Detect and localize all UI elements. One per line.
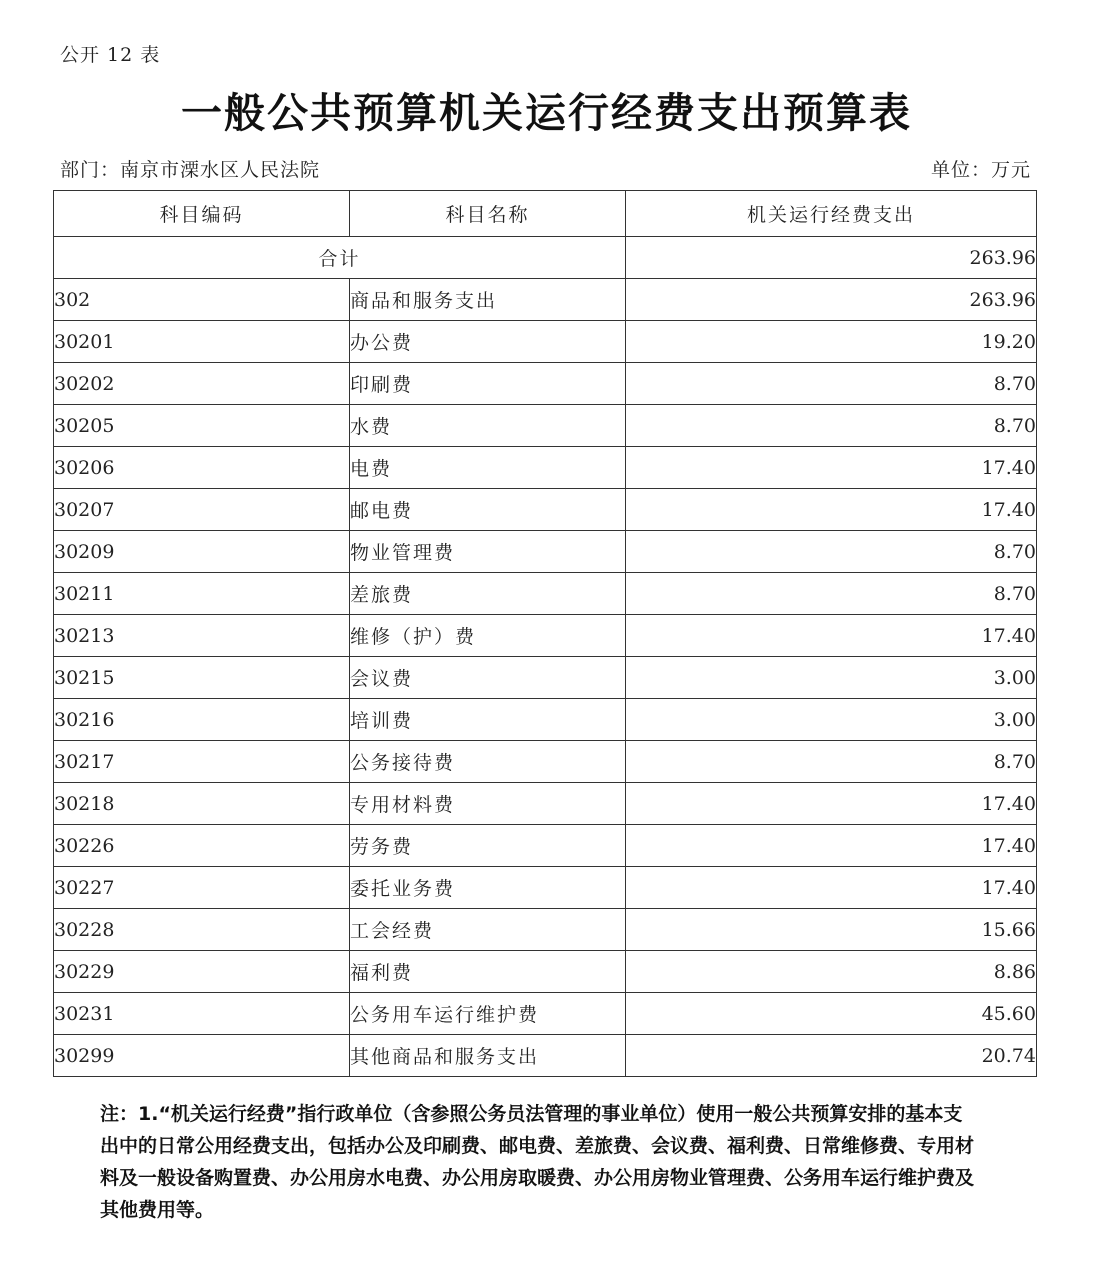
subject-name-cell: 劳务费 xyxy=(350,825,626,867)
amount-cell: 3.00 xyxy=(626,699,1037,741)
table-header-row xyxy=(54,191,1037,237)
subject-code-cell: 30201 xyxy=(54,321,350,363)
table-row xyxy=(54,363,1037,405)
table-row xyxy=(54,909,1037,951)
subject-code-cell: 30215 xyxy=(54,657,350,699)
subject-code-cell: 30226 xyxy=(54,825,350,867)
subject-code-cell: 30205 xyxy=(54,405,350,447)
subject-name-cell: 维修（护）费 xyxy=(350,615,626,657)
subject-code-cell: 30216 xyxy=(54,699,350,741)
subject-name-cell: 电费 xyxy=(350,447,626,489)
document-label: 公开 12 表 xyxy=(60,44,161,66)
amount-cell: 17.40 xyxy=(626,615,1037,657)
amount-cell: 19.20 xyxy=(626,321,1037,363)
amount-cell: 17.40 xyxy=(626,867,1037,909)
subject-code-cell: 30202 xyxy=(54,363,350,405)
subject-code-cell: 30211 xyxy=(54,573,350,615)
subject-code-cell: 302 xyxy=(54,279,350,321)
subject-name-cell: 水费 xyxy=(350,405,626,447)
subject-name-cell: 差旅费 xyxy=(350,573,626,615)
table-row xyxy=(54,531,1037,573)
subject-code-cell: 30207 xyxy=(54,489,350,531)
subject-code-cell: 30217 xyxy=(54,741,350,783)
table-row xyxy=(54,489,1037,531)
subject-code-cell: 30209 xyxy=(54,531,350,573)
header-subject-code: 科目编码 xyxy=(54,191,350,237)
subject-name-cell: 印刷费 xyxy=(350,363,626,405)
header-operating-expense: 机关运行经费支出 xyxy=(626,191,1037,237)
subject-code-cell: 30213 xyxy=(54,615,350,657)
amount-cell: 8.70 xyxy=(626,573,1037,615)
table-row xyxy=(54,993,1037,1035)
table-row xyxy=(54,279,1037,321)
amount-cell: 8.70 xyxy=(626,531,1037,573)
amount-cell: 45.60 xyxy=(626,993,1037,1035)
amount-cell: 8.86 xyxy=(626,951,1037,993)
total-label: 合计 xyxy=(54,237,626,279)
table-row xyxy=(54,783,1037,825)
amount-cell: 8.70 xyxy=(626,363,1037,405)
table-row xyxy=(54,447,1037,489)
table-row xyxy=(54,867,1037,909)
total-amount: 263.96 xyxy=(626,237,1037,279)
amount-cell: 8.70 xyxy=(626,741,1037,783)
subject-name-cell: 商品和服务支出 xyxy=(350,279,626,321)
page-title: 一般公共预算机关运行经费支出预算表 xyxy=(181,89,912,137)
subject-code-cell: 30229 xyxy=(54,951,350,993)
subject-code-cell: 30227 xyxy=(54,867,350,909)
subject-code-cell: 30228 xyxy=(54,909,350,951)
amount-cell: 15.66 xyxy=(626,909,1037,951)
table-row xyxy=(54,741,1037,783)
subject-code-cell: 30206 xyxy=(54,447,350,489)
subject-name-cell: 委托业务费 xyxy=(350,867,626,909)
department-label: 部门：南京市溧水区人民法院 xyxy=(60,159,321,181)
subject-name-cell: 专用材料费 xyxy=(350,783,626,825)
table-row xyxy=(54,1035,1037,1077)
amount-cell: 17.40 xyxy=(626,489,1037,531)
table-row xyxy=(54,699,1037,741)
subject-name-cell: 邮电费 xyxy=(350,489,626,531)
amount-cell: 263.96 xyxy=(626,279,1037,321)
table-row xyxy=(54,825,1037,867)
amount-cell: 17.40 xyxy=(626,447,1037,489)
subject-name-cell: 其他商品和服务支出 xyxy=(350,1035,626,1077)
subject-name-cell: 工会经费 xyxy=(350,909,626,951)
amount-cell: 17.40 xyxy=(626,825,1037,867)
amount-cell: 20.74 xyxy=(626,1035,1037,1077)
table-row xyxy=(54,615,1037,657)
unit-label: 单位：万元 xyxy=(930,159,1031,181)
subject-name-cell: 会议费 xyxy=(350,657,626,699)
table-row xyxy=(54,657,1037,699)
amount-cell: 3.00 xyxy=(626,657,1037,699)
total-row xyxy=(54,237,1037,279)
table-row xyxy=(54,405,1037,447)
subject-code-cell: 30299 xyxy=(54,1035,350,1077)
amount-cell: 17.40 xyxy=(626,783,1037,825)
amount-cell: 8.70 xyxy=(626,405,1037,447)
subject-name-cell: 福利费 xyxy=(350,951,626,993)
subject-code-cell: 30231 xyxy=(54,993,350,1035)
table-row xyxy=(54,321,1037,363)
subject-code-cell: 30218 xyxy=(54,783,350,825)
subject-name-cell: 办公费 xyxy=(350,321,626,363)
subject-name-cell: 培训费 xyxy=(350,699,626,741)
header-subject-name: 科目名称 xyxy=(350,191,626,237)
table-row xyxy=(54,573,1037,615)
subject-name-cell: 公务接待费 xyxy=(350,741,626,783)
budget-table xyxy=(53,190,1037,1077)
subject-name-cell: 物业管理费 xyxy=(350,531,626,573)
footnote: 注：1.“机关运行经费”指行政单位（含参照公务员法管理的事业单位）使用一般公共预算安排的基本支出中的日常公用经费支出，包括办公及印刷费、邮电费、差旅费、会议费、福利费、日常维修费、专用材料及一般设备购置费、办公用房水电费、办公用房取暖费、办公用房物业管理费、公务用车运行维护费及其他费用等。 xyxy=(100,1103,975,1221)
subject-name-cell: 公务用车运行维护费 xyxy=(350,993,626,1035)
table-row xyxy=(54,951,1037,993)
